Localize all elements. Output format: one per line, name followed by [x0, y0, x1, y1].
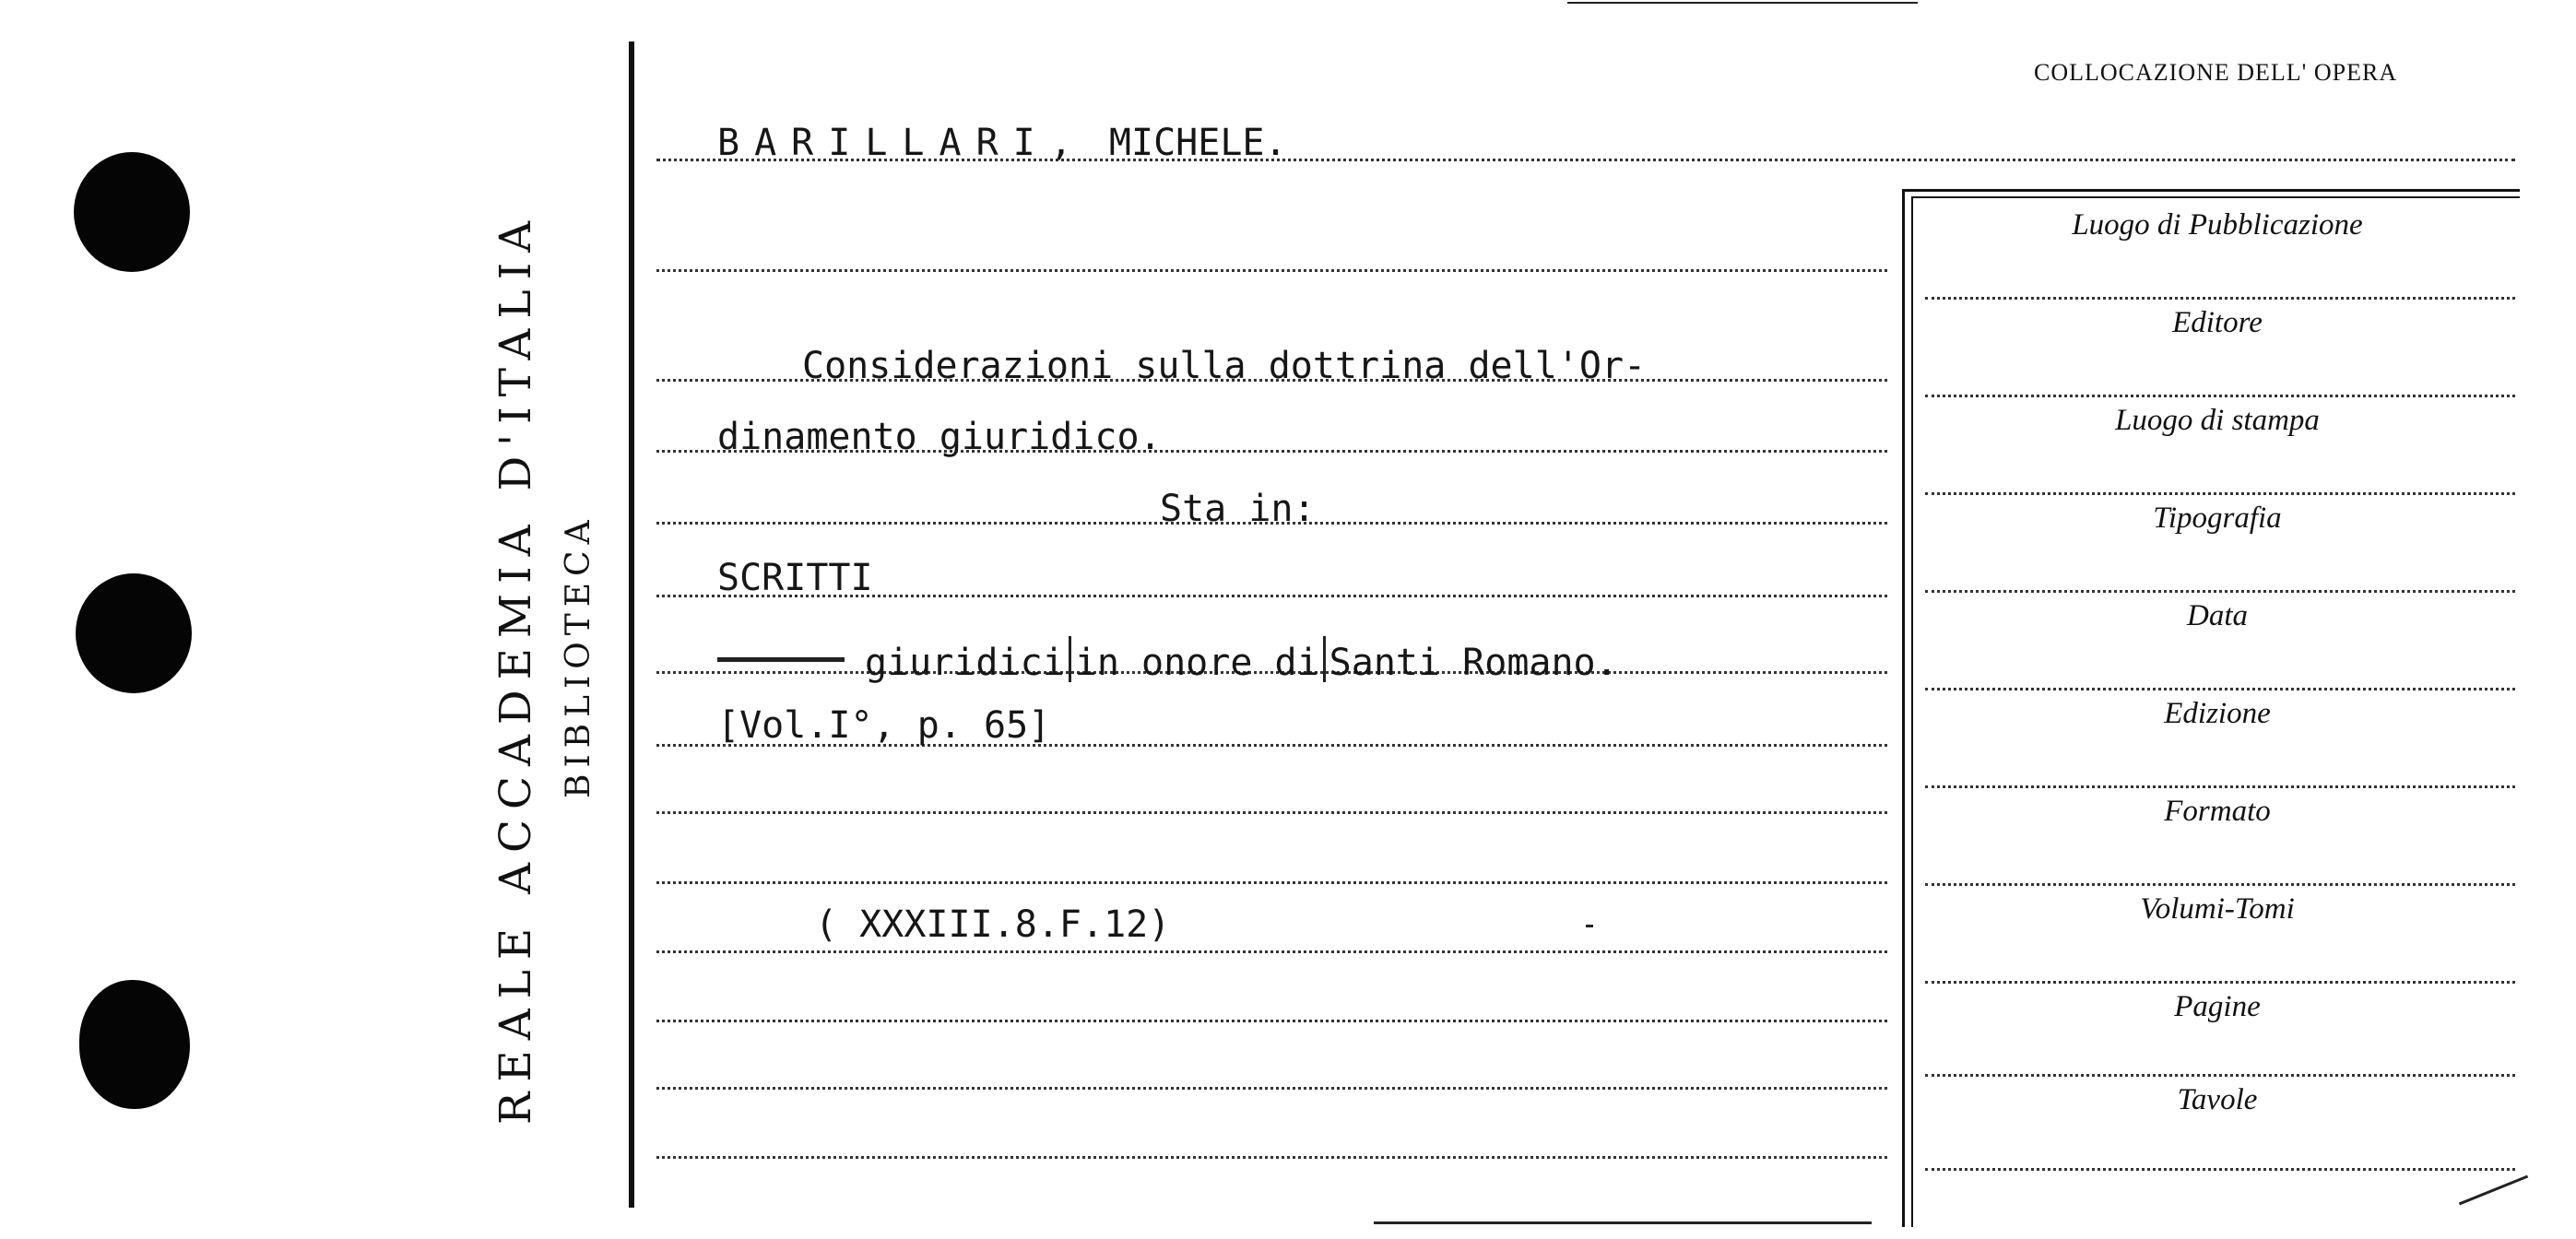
collection-title: SCRITTI: [717, 557, 873, 599]
collection-part-a: giuridici: [865, 642, 1065, 684]
punch-hole: [74, 152, 190, 272]
field-tavole: Tavole: [2177, 1083, 2258, 1116]
edge-scratch: [1374, 1221, 1872, 1224]
field-volumi-tomi: Volumi-Tomi: [2140, 892, 2295, 926]
field-formato: Formato: [2164, 795, 2271, 828]
title-line-1: Considerazioni sulla dottrina dell'Or-: [802, 345, 1647, 387]
institution-name: REALE ACCADEMIA D'ITALIA: [490, 210, 541, 1125]
margin-rule: [629, 41, 634, 1208]
author-line: [717, 122, 1287, 164]
title-line-2: dinamento giuridico.: [717, 416, 1162, 458]
collection-continuation: [717, 636, 1618, 684]
field-data: Data: [2187, 599, 2248, 632]
line-break-mark: [1323, 636, 1326, 682]
ditto-dash: [717, 657, 845, 662]
volume-reference: [Vol.I°, p. 65]: [717, 704, 1051, 747]
sta-in-label: Sta in:: [1160, 488, 1316, 530]
edge-scratch: [1586, 925, 1593, 927]
author-surname: BARILLARI,: [717, 122, 1087, 164]
field-luogo-pubblicazione: Luogo di Pubblicazione: [2072, 208, 2363, 242]
field-luogo-stampa: Luogo di stampa: [2115, 404, 2320, 437]
field-pagine: Pagine: [2174, 990, 2261, 1023]
edge-scratch: [1567, 2, 1918, 4]
collection-part-b: in onore di: [1074, 642, 1319, 684]
punch-hole: [76, 573, 192, 693]
shelfmark: ( XXXIII.8.F.12): [815, 903, 1171, 946]
department-name: BIBLIOTECA: [560, 513, 597, 798]
field-edizione: Edizione: [2164, 697, 2271, 730]
field-tipografia: Tipografia: [2153, 502, 2282, 535]
collection-part-c: Santi Romano.: [1329, 642, 1618, 684]
collocazione-heading: COLLOCAZIONE DELL' OPERA: [2034, 59, 2398, 86]
field-editore: Editore: [2172, 306, 2263, 339]
line-break-mark: [1069, 636, 1071, 682]
author-first-name: MICHELE.: [1108, 122, 1287, 164]
punch-hole: [79, 980, 190, 1109]
